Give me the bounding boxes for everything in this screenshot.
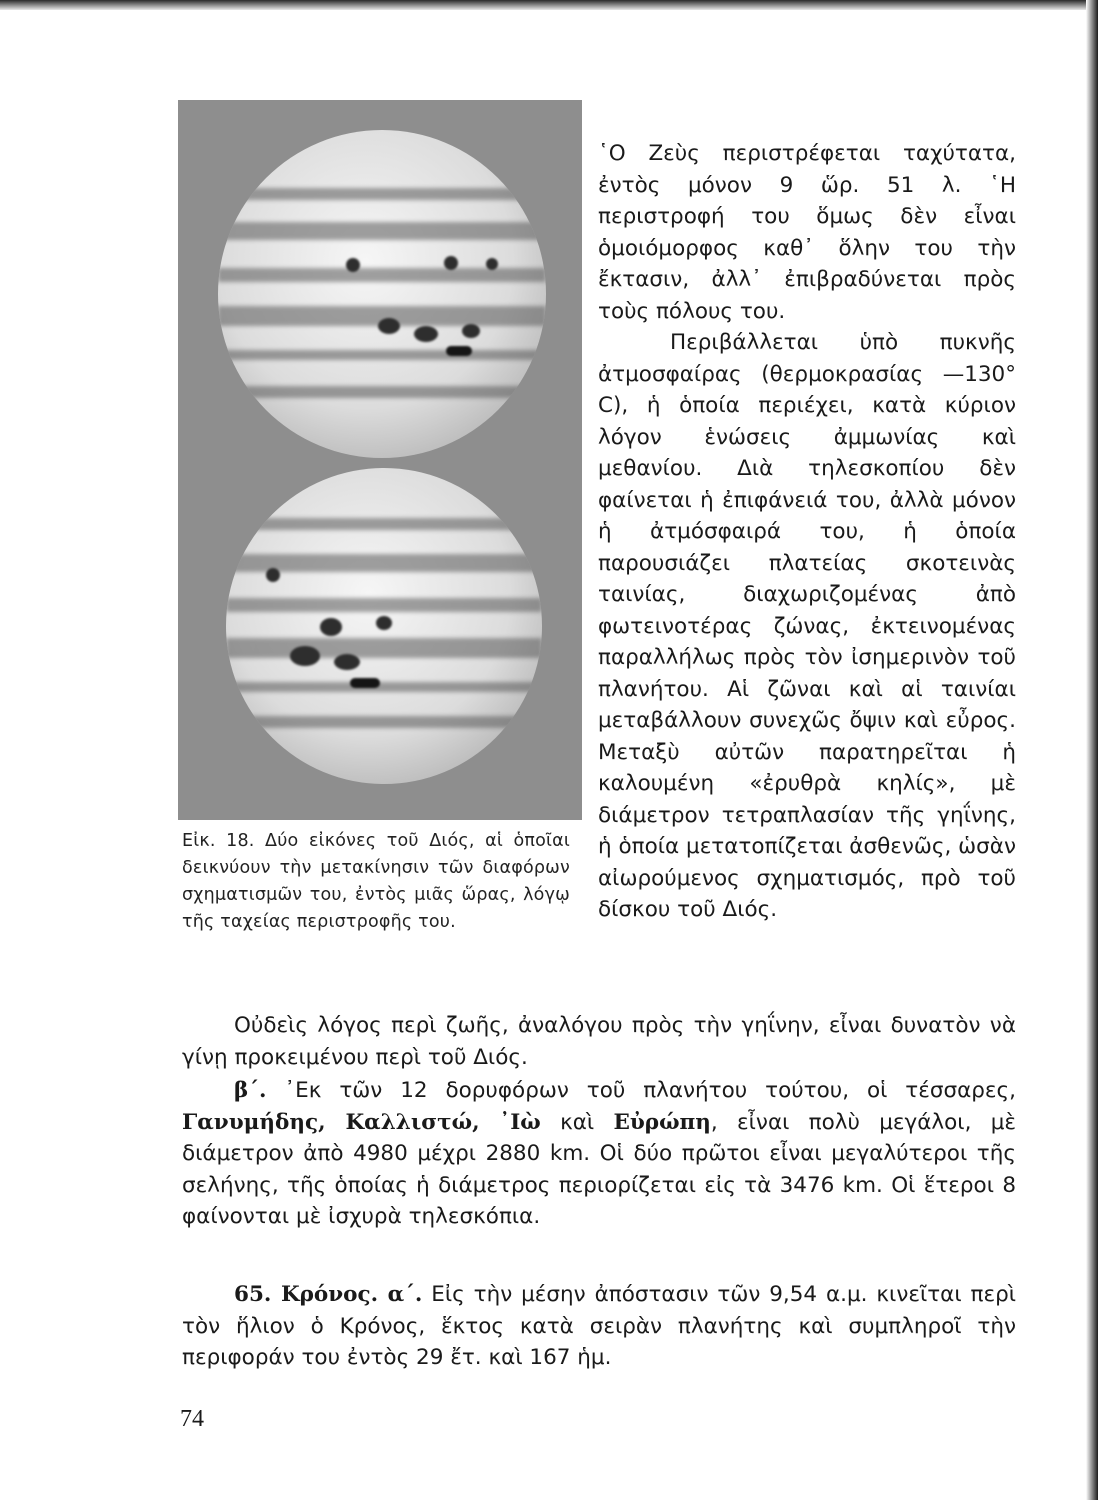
satellites-paragraph: β΄. ᾿Εκ τῶν 12 δορυφόρων τοῦ πλανήτου τούτου, οἱ τέσσαρες, Γανυμήδης, Καλλιστώ, ᾿Ιὼ καὶ Εὐρώπη, εἶναι πολὺ μεγάλοι, μὲ διάμετρον ἀπὸ 4980 μέχρι 2880 km. Οἱ δύο πρῶτοι εἶναι μεγαλύτεροι τῆς σελήνης, τῆς ὁποίας ἡ διάμετρος περιορίζεται εἰς τὰ 3476 km. Οἱ ἕτεροι 8 φαίνονται μὲ ἰσχυρὰ τηλεσκόπια. — [182, 1078, 1016, 1229]
saturn-paragraph: 65. Κρόνος. α΄. Εἰς τὴν μέσην ἀπόστασιν τῶν 9,54 α.μ. κινεῖται περὶ τὸν ἥλιον ὁ Κρόνος, ἕκτος κατὰ σειρὰν πλανήτης καὶ συμπληροῖ τὴν περιφοράν του ἐντὸς 29 ἔτ. καὶ 167 ἡμ. — [182, 1282, 1016, 1370]
section-marker: β΄. — [234, 1078, 267, 1103]
rotation-paragraph: ῾Ο Ζεὺς περιστρέφεται ταχύτατα, ἐντὸς μόνον 9 ὥρ. 51 λ. ῾Η περιστροφή του ὅμως δὲν εἶναι ὁμοιόμορφος καθ᾿ ὅλην του τὴν ἔκτασιν, ἀλλ᾿ ἐπιβραδύνεται πρὸς τοὺς πόλους του. — [598, 141, 1016, 324]
atmosphere-paragraph: Περιβάλλεται ὑπὸ πυκνῆς ἀτμοσφαίρας (θερμοκρασίας —130° C), ἡ ὁποία περιέχει, κατὰ κύριον λόγον ἑνώσεις ἀμμωνίας καὶ μεθανίου. Διὰ τηλεσκοπίου δὲν φαίνεται ἡ ἐπιφάνειά του, ἀλλὰ μόνον ἡ ἀτμόσφαιρά του, ἡ ὁποία παρουσιάζει πλατείας σκοτεινὰς ταινίας, διαχωριζομένας ἀπὸ φωτεινοτέρας ζώνας, ἐκτεινομένας παραλλήλως πρὸς τὸν ἰσημερινὸν τοῦ πλανήτου. Αἱ ζῶναι καὶ αἱ ταινίαι μεταβάλλουν συνεχῶς ὄψιν καὶ εὖρος. Μεταξὺ αὐτῶν παρατηρεῖται ἡ καλουμένη «ἐρυθρὰ κηλίς», μὲ διάμετρον τετραπλασίαν τῆς γηΐνης, ἡ ὁποία μετατοπίζεται ἀσθενῶς, ὡσὰν αἰωρούμενος σχηματισμός, πρὸ τοῦ δίσκου τοῦ Διός. — [598, 330, 1016, 922]
figure-caption: Εἰκ. 18. Δύο εἰκόνες τοῦ Διός, αἱ ὁποῖαι δεικνύουν τὴν μετακίνησιν τῶν διαφόρων σχηματισμῶν του, ἐντὸς μιᾶς ὥρας, λόγῳ τῆς ταχείας περιστροφῆς του. — [182, 831, 570, 932]
page-number: 74 — [180, 1406, 204, 1432]
scan-right-edge — [1086, 0, 1098, 1500]
satellite-europa: Εὐρώπη — [613, 1109, 711, 1135]
jupiter-photographs — [178, 100, 582, 820]
scan-top-edge — [0, 0, 1098, 10]
section-heading: 65. Κρόνος. α΄. — [234, 1282, 423, 1307]
right-text-column — [598, 138, 1016, 926]
satellite-names: Γανυμήδης, Καλλιστώ, ᾿Ιὼ — [182, 1109, 541, 1135]
life-paragraph: Οὐδεὶς λόγος περὶ ζωῆς, ἀναλόγου πρὸς τὴν γηΐνην, εἶναι δυνατὸν νὰ γίνῃ προκειμένου περὶ τοῦ Διός. — [182, 1013, 1016, 1070]
jupiter-image-2 — [226, 468, 542, 784]
jupiter-image-1 — [218, 130, 546, 458]
